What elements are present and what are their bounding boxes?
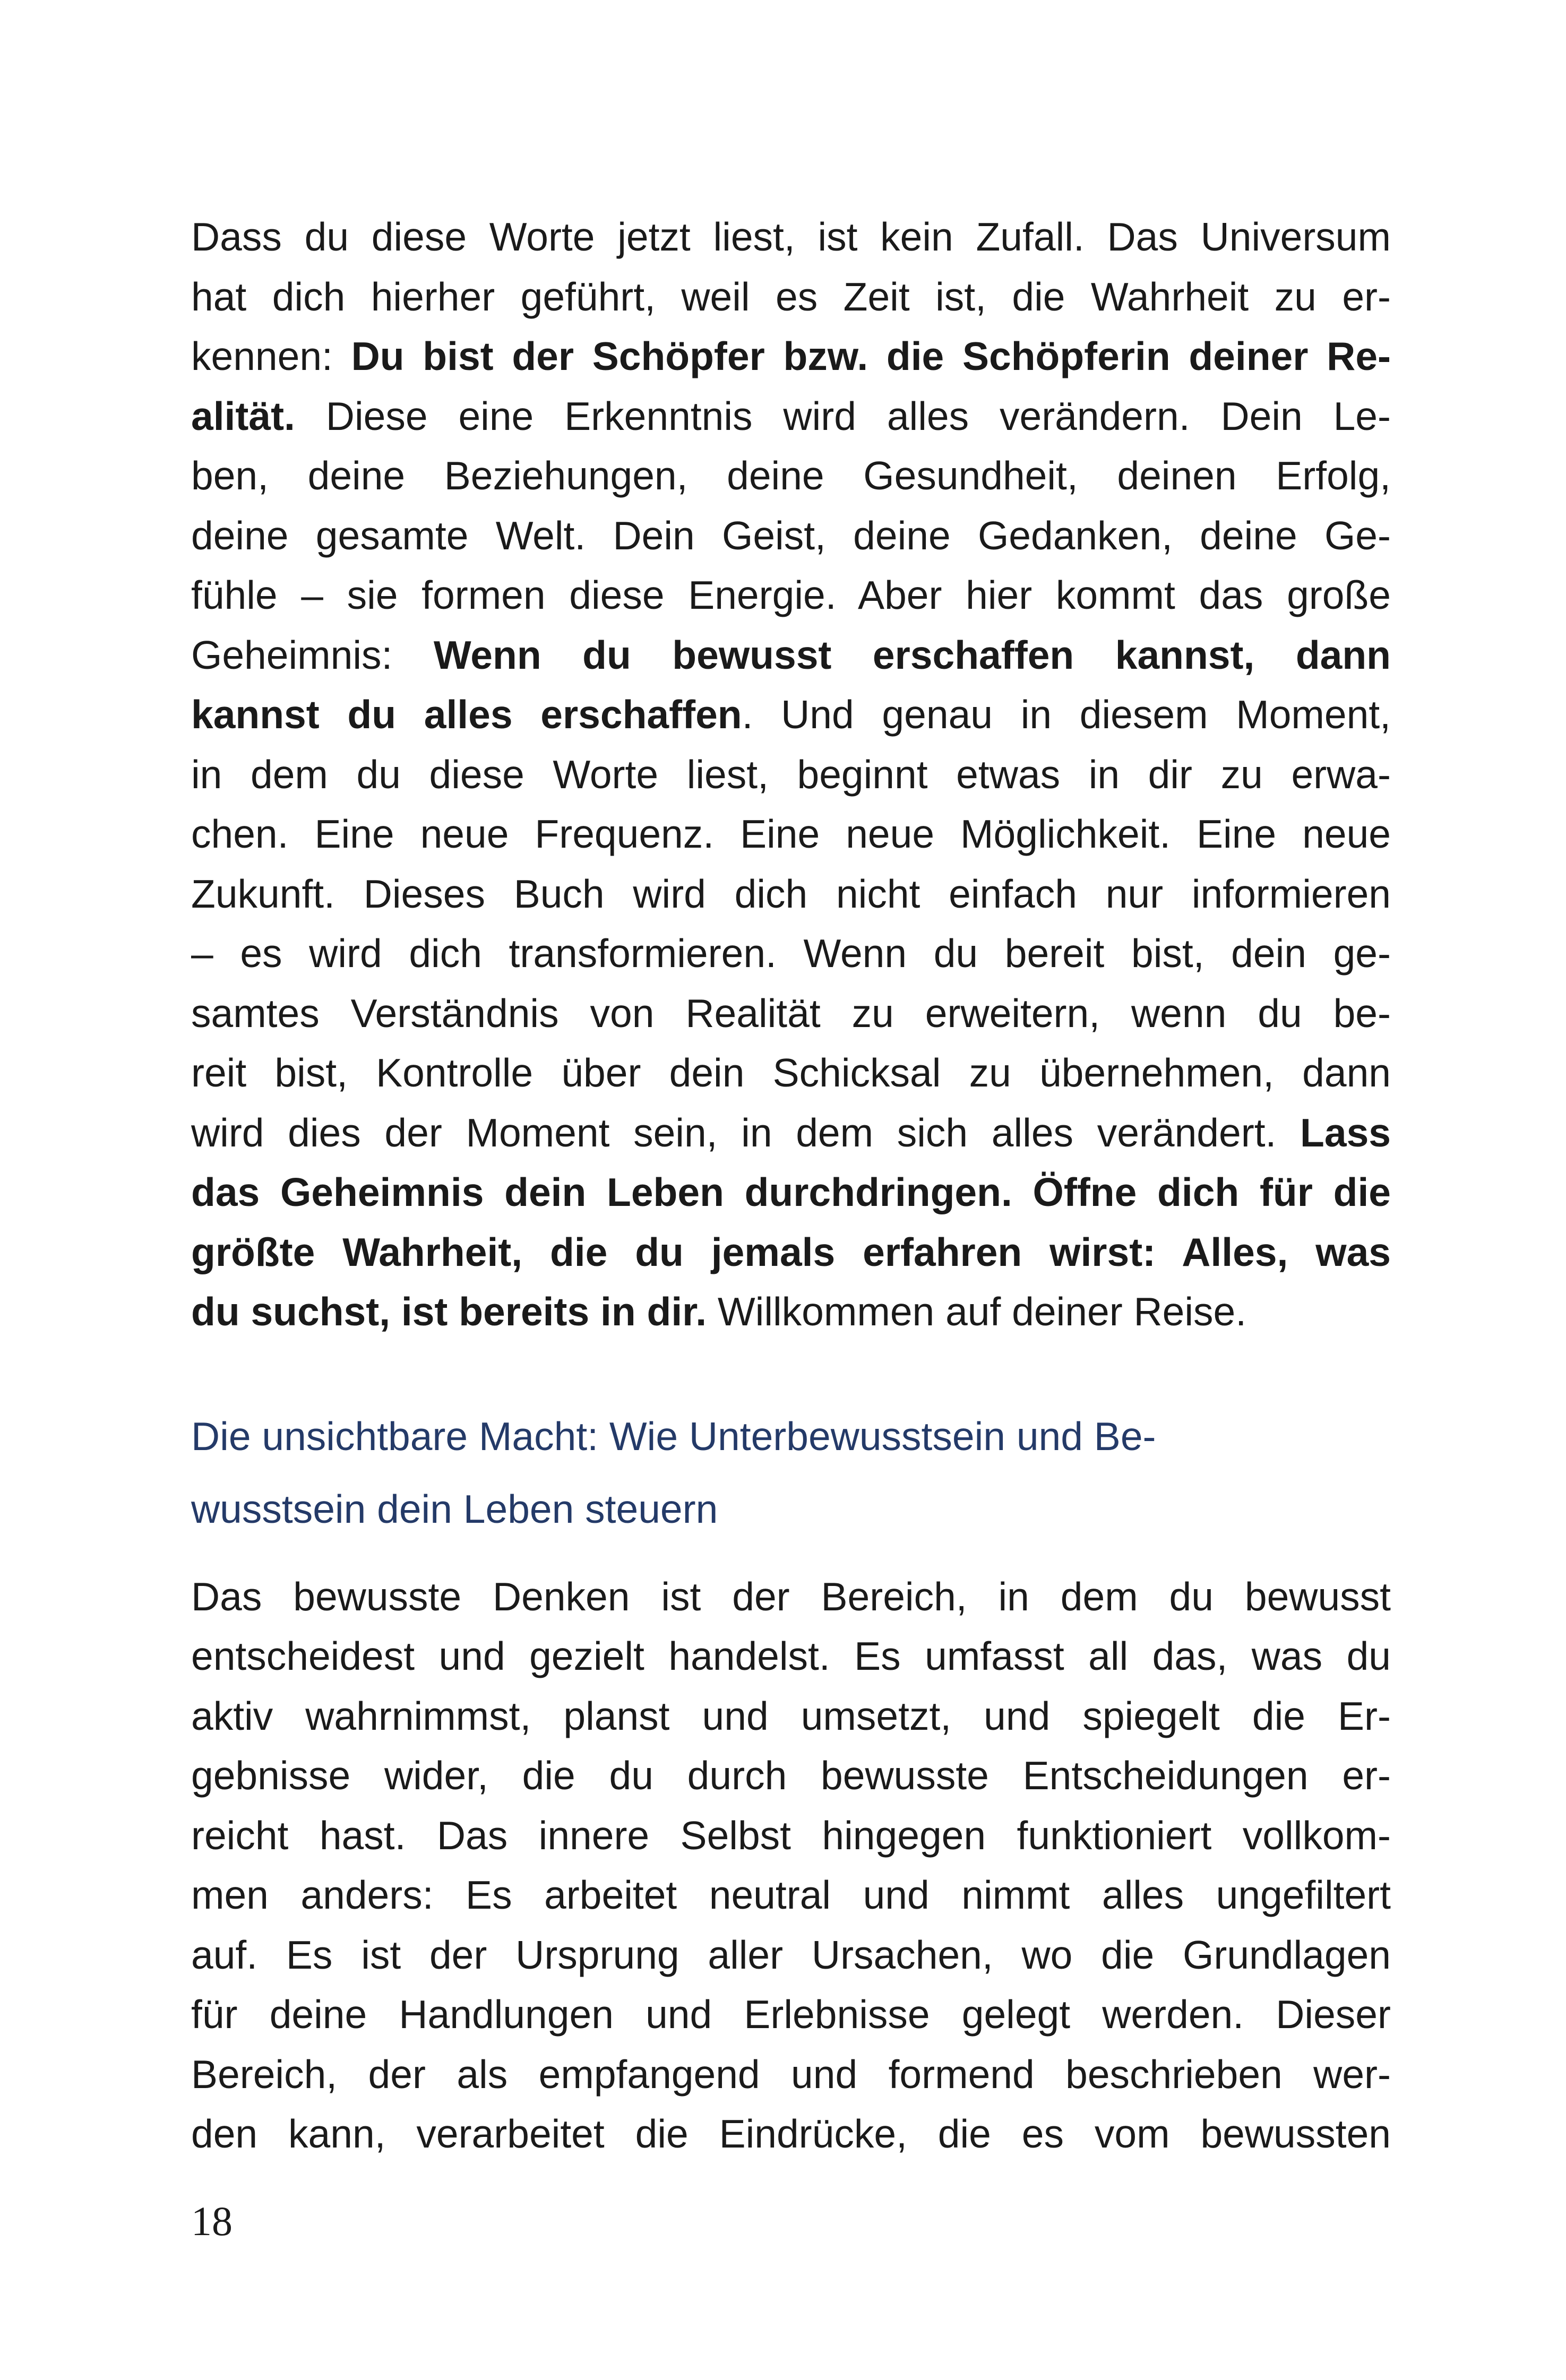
text-line: den kann, verarbeitet die Eindrücke, die es vom bewussten xyxy=(191,2111,1391,2156)
text-line: reit bist, Kontrolle über dein Schicksal zu übernehmen, dann xyxy=(191,1050,1391,1095)
text-run: Willkommen auf deiner Reise. xyxy=(707,1289,1247,1334)
text-line: samtes Verständnis von Realität zu erweitern, wenn du be- xyxy=(191,990,1391,1036)
bold-emphasis: alität. xyxy=(191,393,295,438)
book-page-body xyxy=(191,207,1391,2164)
section-paragraph xyxy=(191,1567,1391,2164)
text-line xyxy=(191,326,1391,386)
bold-emphasis: das Geheimnis dein Leben durchdringen. Öffne dich für die xyxy=(191,1170,1391,1214)
text-line: reicht hast. Das innere Selbst hingegen funktioniert vollkom- xyxy=(191,1813,1391,1858)
text-line xyxy=(191,1222,1391,1282)
heading-line: Die unsichtbare Macht: Wie Unterbewusstsein und Be- xyxy=(191,1413,1156,1459)
bold-emphasis: größte Wahrheit, die du jemals erfahren wirst: Alles, was xyxy=(191,1229,1391,1274)
text-line xyxy=(191,1282,1391,1342)
text-line: deine gesamte Welt. Dein Geist, deine Gedanken, deine Ge- xyxy=(191,513,1391,558)
text-line: Bereich, der als empfangend und formend beschrieben wer- xyxy=(191,2051,1391,2097)
text-line: – es wird dich transformieren. Wenn du bereit bist, dein ge- xyxy=(191,931,1391,976)
bold-emphasis: kannst du alles erschaffen xyxy=(191,692,742,737)
text-line: für deine Handlungen und Erlebnisse gelegt werden. Dieser xyxy=(191,1992,1391,2037)
page-number: 18 xyxy=(191,2198,233,2244)
text-line: Das bewusste Denken ist der Bereich, in dem du bewusst xyxy=(191,1574,1391,1619)
text-line: hat dich hierher geführt, weil es Zeit ist, die Wahrheit zu er- xyxy=(191,274,1391,319)
intro-paragraph xyxy=(191,207,1391,1342)
bold-emphasis: Lass xyxy=(1300,1110,1391,1155)
text-line: in dem du diese Worte liest, beginnt etwas in dir zu erwa- xyxy=(191,752,1391,797)
section-heading xyxy=(191,1400,1391,1546)
bold-emphasis: Du bist der Schöpfer bzw. die Schöpferin deiner Re- xyxy=(351,334,1391,378)
text-line: chen. Eine neue Frequenz. Eine neue Möglichkeit. Eine neue xyxy=(191,812,1391,856)
text-run: . Und genau in diesem Moment, xyxy=(742,692,1391,737)
text-line: auf. Es ist der Ursprung aller Ursachen, wo die Grundlagen xyxy=(191,1932,1391,1977)
text-line xyxy=(191,625,1391,685)
text-line: gebnisse wider, die du durch bewusste Entscheidungen er- xyxy=(191,1753,1391,1798)
text-line xyxy=(191,1103,1391,1163)
text-line: ben, deine Beziehungen, deine Gesundheit, deinen Erfolg, xyxy=(191,453,1391,498)
text-line: fühle – sie formen diese Energie. Aber hier kommt das große xyxy=(191,573,1391,617)
text-line xyxy=(191,386,1391,446)
text-line: entscheidest und gezielt handelst. Es umfasst all das, was du xyxy=(191,1634,1391,1678)
text-line xyxy=(191,1162,1391,1222)
heading-line: wusstsein dein Leben steuern xyxy=(191,1486,718,1531)
text-line: aktiv wahrnimmst, planst und umsetzt, und spiegelt die Er- xyxy=(191,1693,1391,1738)
text-line xyxy=(191,685,1391,745)
text-run: kennen: xyxy=(191,334,351,378)
bold-emphasis: Wenn du bewusst erschaffen kannst, dann xyxy=(433,632,1391,677)
text-run: Diese eine Erkenntnis wird alles verändern. Dein Le- xyxy=(295,393,1391,438)
text-line: Dass du diese Worte jetzt liest, ist kein Zufall. Das Universum xyxy=(191,214,1391,259)
text-line: Zukunft. Dieses Buch wird dich nicht einfach nur informieren xyxy=(191,871,1391,916)
text-run: Geheimnis: xyxy=(191,632,434,677)
text-line: men anders: Es arbeitet neutral und nimmt alles ungefiltert xyxy=(191,1873,1391,1917)
bold-emphasis: du suchst, ist bereits in dir. xyxy=(191,1289,707,1334)
text-run: wird dies der Moment sein, in dem sich alles verändert. xyxy=(191,1110,1301,1155)
